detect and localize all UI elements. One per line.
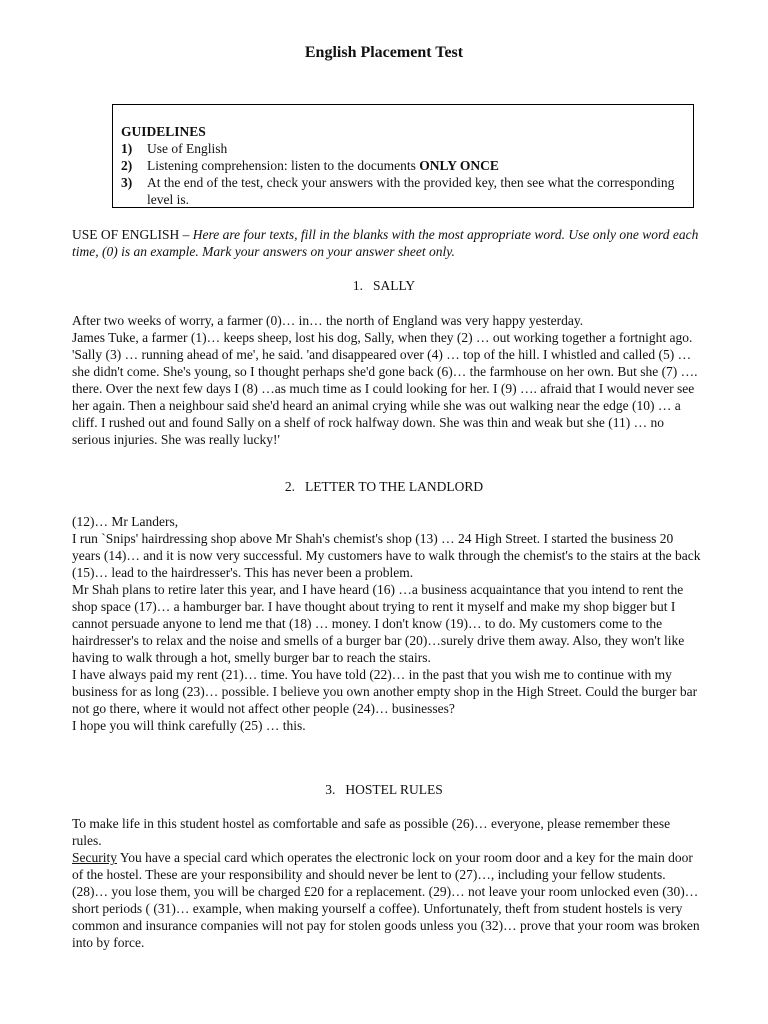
- section-heading-hostel: [0, 782, 768, 798]
- section-title: LETTER TO THE LANDLORD: [305, 479, 484, 494]
- guideline-item: [121, 140, 685, 157]
- text-line: Mr Shah plans to retire later this year, and I have heard (16) …a business acquaintance that you intend to rent the shop space (17)… a hamburger bar. I have thought about trying to rent it myself and make my shop bigger but I cannot persuade anyone to lend me that (18) … money. I don't know (19)… to do. My customers come to the hairdresser's to relax and the noise and smells of a burger bar (20)…surely drive them away. Also, they won't like having to walk through a hot, smelly burger bar to reach the stairs.: [72, 582, 685, 665]
- guidelines-heading: GUIDELINES: [121, 124, 206, 139]
- intro-label: USE OF ENGLISH –: [72, 227, 193, 242]
- text-line: After two weeks of worry, a farmer (0)… in… the north of England was very happy yesterday.: [72, 313, 584, 328]
- section-heading-sally: [0, 278, 768, 294]
- section-number: 3.: [325, 782, 336, 797]
- guideline-number: 2): [121, 158, 133, 173]
- guideline-item: [121, 174, 685, 208]
- section-number: 1.: [352, 278, 363, 293]
- section-title: HOSTEL RULES: [345, 782, 443, 797]
- guideline-text: [147, 140, 685, 157]
- guideline-text-plain: At the end of the test, check your answers with the provided key, then see what the corresponding level is.: [147, 175, 675, 207]
- section-title: SALLY: [372, 278, 416, 293]
- text-line: I hope you will think carefully (25) … this.: [72, 718, 306, 733]
- guideline-number: 3): [121, 175, 133, 190]
- guideline-text: [147, 174, 685, 208]
- text-line: I run `Snips' hairdressing shop above Mr Shah's chemist's shop (13) … 24 High Street. I started the business 20 years (14)… and it is now very successful. My customers have to walk through the chemist's to the stairs at the back (15)… lead to the hairdresser's. This has never been a problem.: [72, 531, 701, 580]
- text-line: James Tuke, a farmer (1)… keeps sheep, lost his dog, Sally, when they (2) … out working together a fortnight ago. 'Sally (3) … running ahead of me', he said. 'and disappeared over (4) … top of the hill. I whistled and called (5) … she didn't come. She's young, so I thought perhaps she'd gone back (6)… the farmhouse on her own. But she (7) …. there. Over the next few days I (8) …as much time as I could looking for her. I (9) …. afraid that I would never see her again. Then a neighbour said she'd heard an animal crying while she was out walking near the edge (10) … a cliff. I rushed out and found Sally on a shelf of rock halfway down. She was thin and weak but she (11) … no serious injuries. She was really lucky!': [72, 330, 698, 447]
- text-line: To make life in this student hostel as comfortable and safe as possible (26)… everyone, please remember these rules.: [72, 816, 671, 848]
- intro-paragraph: [72, 226, 702, 260]
- guideline-text: [147, 157, 685, 174]
- section-heading-letter: [0, 479, 768, 495]
- section-number: 2.: [284, 479, 295, 494]
- guideline-number: 1): [121, 141, 133, 156]
- section-text-hostel: [72, 815, 702, 951]
- section-text-sally: [72, 312, 702, 448]
- text-line: I have always paid my rent (21)… time. You have told (22)… in the past that you wish me to continue with my business for as long (23)… possible. I believe you own another empty shop in the High Street. Could the burger bar not go there, where it would not affect other people (24)… businesses?: [72, 667, 698, 716]
- text-line: (12)… Mr Landers,: [72, 514, 179, 529]
- section-text-letter: [72, 513, 702, 734]
- text-line: [72, 849, 702, 951]
- guideline-text-plain: Use of English: [147, 141, 228, 156]
- intro-instructions: Here are four texts, fill in the blanks with the most appropriate word. Use only one word each time, (0) is an example. Mark your answers on your answer sheet only.: [72, 227, 699, 259]
- security-text: You have a special card which operates the electronic lock on your room door and a key for the main door of the hostel. These are your responsibility and should never be lent to (27)…, including your fellow students. (28)… you lose them, you will be charged £20 for a replacement. (29)… not leave your room unlocked even (30)… short periods ( (31)… example, when making yourself a coffee). Unfortunately, theft from student hostels is very common and insurance companies will not pay for stolen goods unless you (32)… prove that your room was broken into by force.: [72, 850, 700, 950]
- guidelines-box: [112, 104, 694, 208]
- guideline-emphasis: ONLY ONCE: [419, 158, 499, 173]
- page-title: English Placement Test: [304, 44, 464, 61]
- security-label: Security: [72, 850, 117, 865]
- guideline-text-plain: Listening comprehension: listen to the documents: [147, 158, 420, 173]
- guideline-item: [121, 157, 685, 174]
